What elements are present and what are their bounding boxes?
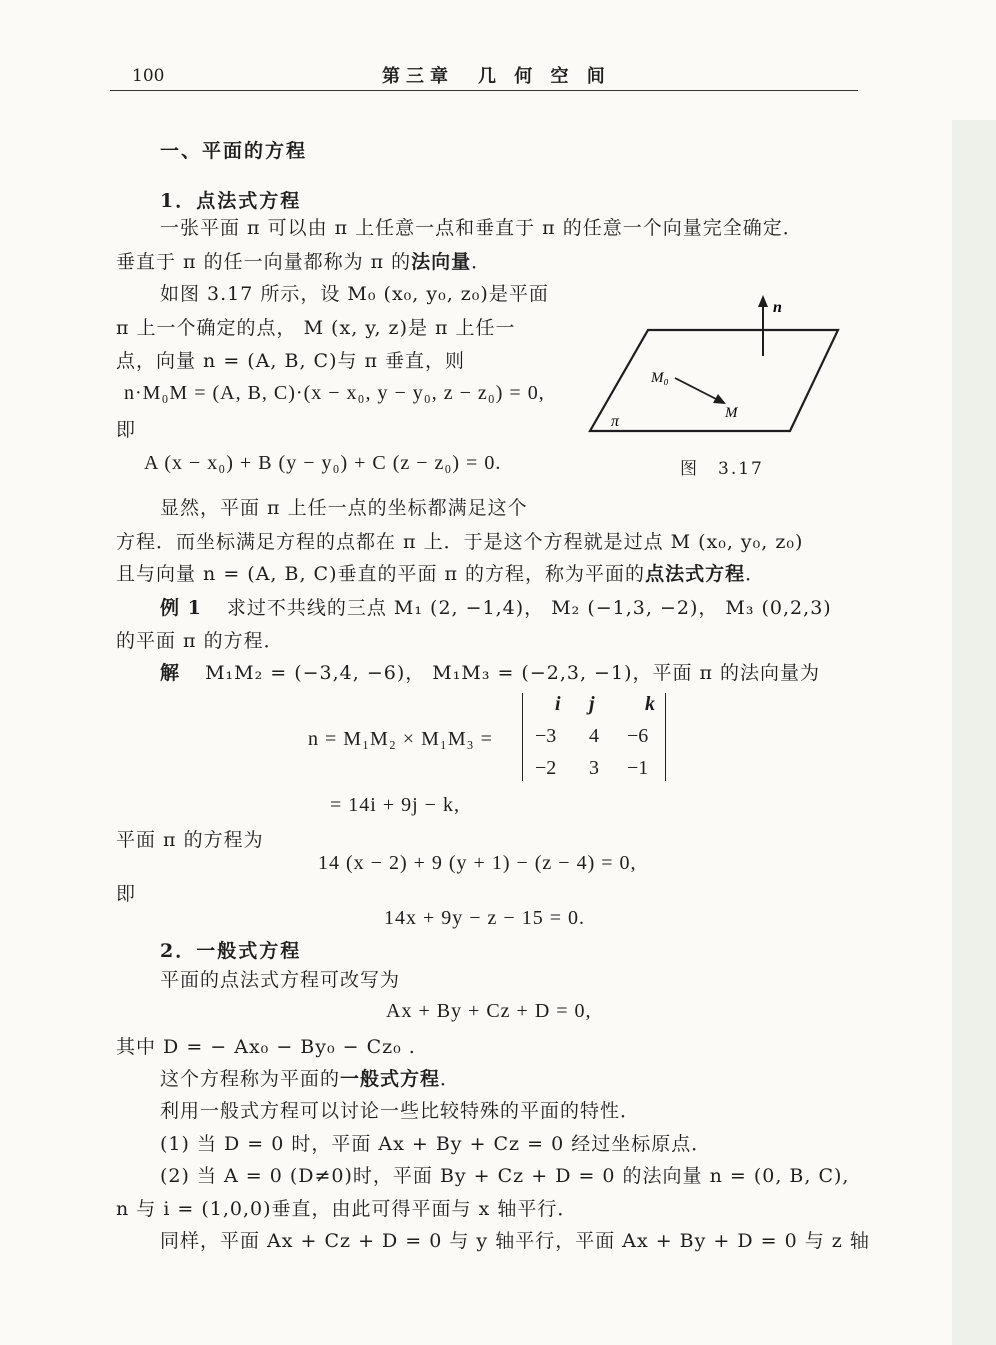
paragraph-line: 点，向量 n = (A, B, C)与 π 垂直，则 [116,350,466,372]
paragraph-line: 即 [116,883,137,905]
det-cell: 4 [589,725,599,747]
term-general-form: 一般式方程 [340,1068,441,1090]
paragraph-line: (2) 当 A = 0 (D≠0)时，平面 By + Cz + D = 0 的法向量 n = (0, B, C), [160,1165,850,1187]
paragraph-line: 的平面 π 的方程． [116,630,284,652]
det-cell: −1 [627,757,649,779]
vector-m0-m [675,378,718,400]
figure-3-17 [585,290,855,450]
plane-diagram [585,290,855,450]
normal-arrowhead [758,295,768,307]
paragraph-line: 其中 D = − Ax₀ − By₀ − Cz₀ . [116,1036,416,1058]
chapter-title: 第三章 几 何 空 间 [382,66,611,87]
paragraph-line [160,1067,460,1091]
det-cell: j [589,693,595,715]
equation-dot-product: n·M₀M = (A, B, C)·(x − x₀, y − y₀, z − z₀) = 0, [124,382,545,404]
term-point-normal-form: 点法式方程 [645,563,746,585]
term-normal-vector: 法向量 [411,251,472,273]
paragraph-line: 一张平面 π 可以由 π 上任意一点和垂直于 π 的任意一个向量完全确定． [160,217,803,239]
text-span: ． [440,1068,461,1090]
cross-product-result: = 14i + 9j − k, [330,794,460,816]
det-cell: 3 [589,757,599,779]
paragraph-line: 如图 3.17 所示，设 M₀ (x₀, y₀, z₀)是平面 [160,283,549,305]
paragraph-line: (1) 当 D = 0 时，平面 Ax + By + Cz = 0 经过坐标原点． [160,1133,712,1155]
text-span: 求过不共线的三点 M₁ (2, −1,4)， M₂ (−1,3, −2)， M₃ (0,2,3) [226,597,832,619]
label-m0: M₀ [651,370,669,386]
equation-plane-expanded: 14 (x − 2) + 9 (y + 1) − (z − 4) = 0, [318,852,637,874]
label-pi: π [611,413,620,430]
page-number: 100 [132,66,165,86]
plane-parallelogram [590,330,838,431]
figure-caption: 图 3.17 [680,459,764,479]
determinant-matrix [522,693,666,781]
paragraph-line [116,250,491,274]
text-span: 这个方程称为平面的 [160,1068,341,1090]
paragraph-line: 平面的点法式方程可改写为 [160,969,401,991]
paragraph-line: 显然，平面 π 上任一点的坐标都满足这个 [160,497,528,519]
det-cell: −2 [535,757,557,779]
paragraph-line: 方程．而坐标满足方程的点都在 π 上．于是这个方程就是过点 M (x₀, y₀, z₀) [116,531,804,553]
page-edge-shadow [952,120,996,1345]
label-n: n [773,299,782,316]
det-cell: −6 [627,725,649,747]
solution-line [160,661,820,685]
paragraph-line: π 上一个确定的点， M (x, y, z)是 π 上任一 [116,317,516,339]
example-line [160,596,832,620]
text-span: ． [471,251,492,273]
label-m: M [725,405,738,421]
subsection-title-1: 1．点法式方程 [160,190,302,212]
equation-plane-result: 14x + 9y − z − 15 = 0. [384,907,585,929]
equation-point-normal: A (x − x₀) + B (y − y₀) + C (z − z₀) = 0. [144,452,502,474]
example-label: 例 1 [160,597,202,619]
paragraph-line: 即 [116,419,137,441]
section-title: 一、平面的方程 [160,140,308,162]
cross-product-equation: n = M₁M₂ × M₁M₃ = [308,728,493,750]
paragraph-line: n 与 i = (1,0,0)垂直，由此可得平面与 x 轴平行． [116,1198,578,1220]
det-cell: k [645,693,655,715]
paragraph-line: 平面 π 的方程为 [116,829,264,851]
equation-general-form: Ax + By + Cz + D = 0, [386,1000,592,1022]
text-span: ． [745,563,766,585]
subsection-title-2: 2．一般式方程 [160,940,302,962]
text-span: 且与向量 n = (A, B, C)垂直的平面 π 的方程，称为平面的 [116,563,646,585]
paragraph-line: 同样，平面 Ax + Cz + D = 0 与 y 轴平行，平面 Ax + By + D = 0 与 z 轴 [160,1230,870,1252]
solution-label: 解 [160,662,181,684]
det-cell: −3 [535,725,557,747]
text-span: M₁M₂ = (−3,4, −6)， M₁M₃ = (−2,3, −1)，平面 π 的法向量为 [205,662,821,684]
text-span: 垂直于 π 的任一向量都称为 π 的 [116,251,412,273]
header-rule [110,90,858,91]
paragraph-line [116,562,765,586]
det-cell: i [555,693,561,715]
paragraph-line: 利用一般式方程可以讨论一些比较特殊的平面的特性． [160,1100,641,1122]
